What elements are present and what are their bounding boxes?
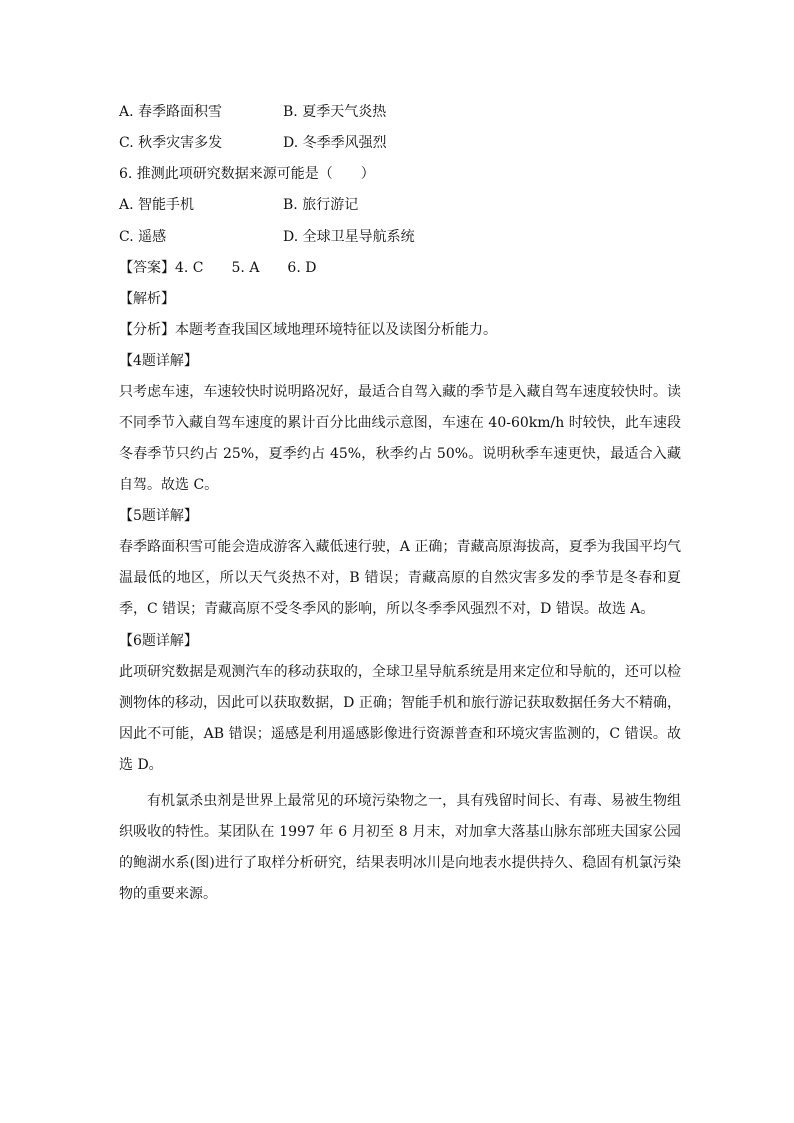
q6-option-a: A. 智能手机 [119, 197, 195, 213]
q4-heading: 【4题详解】 [119, 353, 198, 369]
q6-body: 此项研究数据是观测汽车的移动获取的，全球卫星导航系统是用来定位和导航的，还可以检测物体的移动，因此可以获取数据，D 正确；智能手机和旅行游记获取数据任务大不精确，因此不可能，AB 错误；遥感是利用遥感影像进行资源普查和环境灾害监测的，C 错误。故选 D。 [119, 664, 681, 773]
q6-heading: 【6题详解】 [119, 633, 198, 649]
q6-stem: 6. 推测此项研究数据来源可能是（ ） [119, 166, 375, 182]
q5-body: 春季路面积雪可能会造成游客入藏低速行驶，A 正确；青藏高原海拔高，夏季为我国平均气温最低的地区，所以天气炎热不对，B 错误；青藏高原的自然灾害多发的季节是冬春和夏季，C 错误；青藏高原不受冬季风的影响，所以冬季季风强烈不对，D 错误。故选 A。 [119, 539, 681, 617]
q5-heading: 【5题详解】 [119, 508, 198, 524]
q5-options-row-1 [119, 102, 619, 122]
q5-option-c: C. 秋季灾害多发 [119, 135, 223, 151]
q5-option-a: A. 春季路面积雪 [119, 104, 223, 120]
q5-options-row-2 [119, 133, 619, 153]
q6-options-row-1 [119, 195, 619, 215]
answer-line: 【答案】4. C 5. A 6. D [119, 260, 317, 276]
next-passage: 有机氯杀虫剂是世界上最常见的环境污染物之一，具有残留时间长、有毒、易被生物组织吸收的特性。某团队在 1997 年 6 月初至 8 月末，对加拿大落基山脉东部班夫国家公园的鲍湖水系(图)进行了取样分析研究，结果表明冰川是向地表水提供持久、稳固有机氯污染物的重要来源。 [119, 793, 681, 902]
q5-option-d: D. 冬季季风强烈 [283, 135, 387, 151]
analysis-heading: 【解析】 [119, 291, 175, 307]
q5-option-b: B. 夏季天气炎热 [283, 104, 387, 120]
q6-option-c: C. 遥感 [119, 229, 167, 245]
q6-options-row-2 [119, 227, 619, 247]
q6-option-d: D. 全球卫星导航系统 [283, 229, 415, 245]
q4-body: 只考虑车速，车速较快时说明路况好，最适合自驾入藏的季节是入藏自驾车速度较快时。读不同季节入藏自驾车速度的累计百分比曲线示意图，车速在 40-60km/h 时较快，此车速段冬春季节只约占 25%，夏季约占 45%，秋季约占 50%。说明秋季车速更快，最适合入藏自驾。故选 C。 [119, 384, 681, 493]
q6-option-b: B. 旅行游记 [283, 197, 359, 213]
analysis-intro: 【分析】本题考查我国区域地理环境特征以及读图分析能力。 [119, 322, 497, 338]
